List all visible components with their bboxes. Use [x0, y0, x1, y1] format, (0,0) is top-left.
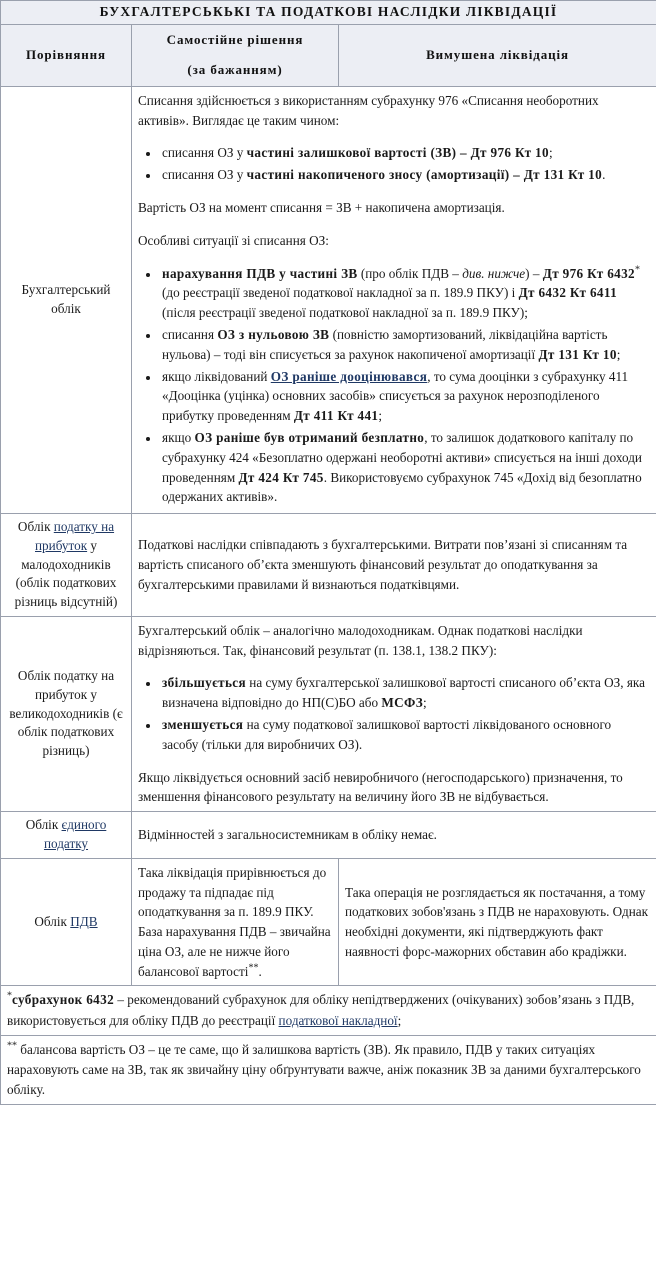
bullet-text: . Використовуємо субрахунок 745 «Дохід від безоплатно одержаних активів».: [162, 469, 642, 505]
row-label-text: у малодоходників (облік податкових різниць відсутній): [14, 537, 118, 610]
bullet-bold: Дт 411 Кт 441: [293, 408, 379, 424]
profit-tax-large-bullets: [138, 673, 650, 754]
bullet-pre: списання ОЗ у: [162, 167, 247, 183]
link-profit-tax[interactable]: податку на прибуток: [35, 519, 115, 553]
footnote-text: – рекомендований субрахунок для обліку непідтверджених (очікуваних) зобов’язань з ПДВ, використовується для обліку ПДВ до реєстрації: [7, 992, 635, 1028]
bullet-bold: ОЗ раніше був отриманий безплатно: [194, 430, 425, 445]
row-label-single-tax: [1, 812, 132, 858]
link-revaluation[interactable]: ОЗ раніше дооцінювався: [270, 368, 428, 384]
list-item: [160, 325, 650, 365]
bullet-bold: Дт 424 Кт 745: [238, 469, 324, 485]
bullet-bold: зменшується: [162, 717, 244, 733]
table-title-row: [1, 1, 656, 25]
bullet-bold: Дт 131 Кт 10: [538, 346, 617, 362]
footnote-marker-ref: *: [634, 264, 640, 276]
table-row: [1, 616, 656, 811]
table-row: [1, 86, 656, 513]
bullet-text: на суму податкової залишкової вартості ліквідованого основного засобу (тільки для виробничих ОЗ).: [162, 717, 612, 752]
bullet-text: (до реєстрації зведеної податкової накладної за п. 189.9 ПКУ) і: [162, 285, 519, 301]
bullet-text: якщо: [162, 430, 195, 445]
profit-tax-large-intro: Бухгалтерський облік – аналогічно малодоходникам. Однак податкові наслідки відрізняються. Так, фінансовий результат (п. 138.1, 138.2 ПКУ):: [138, 622, 583, 658]
bullet-text: (після реєстрації зведеної податкової накладної за п. 189.9 ПКУ);: [162, 305, 528, 321]
footnote-marker: *: [7, 991, 12, 1003]
row-label-text: Облік податку на прибуток у великодоходників (є облік податкових різниць): [9, 668, 123, 759]
vat-voluntary-text: [138, 863, 332, 982]
header-forced-label: Вимушена ліквідація: [426, 46, 569, 62]
bullet-bold: Дт 976 Кт 6432: [542, 265, 635, 281]
row-content-profit-tax-small: [132, 514, 656, 617]
row-label-text: Облік: [34, 913, 71, 929]
row-label-text: Облік: [25, 817, 62, 833]
footnote-1: [1, 986, 656, 1035]
footnote-text: ;: [397, 1012, 402, 1028]
bullet-bold: Дт 6432 Кт 6411: [518, 285, 618, 301]
vat-voluntary-main: Така ліквідація прирівнюється до продажу та підпадає під оподаткування за п. 189.9 ПКУ. База нарахування ПДВ – звичайна ціна ОЗ, але не нижче його балансової вартості: [138, 864, 331, 979]
header-voluntary: [132, 24, 339, 86]
link-tax-invoice[interactable]: податкової накладної: [278, 1012, 398, 1028]
table-row: [1, 812, 656, 858]
profit-tax-small-text: Податкові наслідки співпадають з бухгалтерськими. Витрати пов’язані зі списанням та вартість списаного об’єкта зменшують фінансовий результат до оподаткування за бухгалтерськими правилами й визнаються податківцями.: [138, 537, 628, 592]
accounting-bullets-1: [138, 143, 650, 185]
row-content-vat-voluntary: [132, 858, 339, 986]
bullet-post: ;: [548, 145, 553, 161]
list-item: [160, 715, 650, 755]
bullet-text: ) –: [525, 265, 543, 281]
footnote-marker: **: [7, 1040, 17, 1052]
row-label-profit-tax-small: [1, 514, 132, 617]
bullet-text: списання: [162, 327, 218, 343]
accounting-bullets-2: [138, 264, 650, 508]
table-title-cell: [1, 1, 656, 25]
bullet-text: ;: [423, 695, 427, 711]
row-label-text: Бухгалтерський облік: [21, 282, 111, 317]
header-comparison: [1, 24, 132, 86]
bullet-text: ;: [616, 346, 621, 362]
vat-forced-text: Така операція не розглядається як постачання, а тому податкових зобов'язань з ПДВ не нараховують. Однак необхідні документи, які підтверджують факт наявності форс-мажорних обставин або крадіжки.: [345, 884, 649, 959]
bullet-post: .: [602, 167, 606, 183]
row-content-vat-forced: [339, 858, 656, 986]
header-forced: [339, 24, 656, 86]
footnote-2: [1, 1035, 656, 1104]
row-label-profit-tax-large: [1, 616, 132, 811]
footnote-text: балансова вартість ОЗ – це те саме, що й залишкова вартість (ЗВ). Як правило, ПДВ у таких ситуаціях нараховують саме на ЗВ, так як звичайну ціну обґрунтувати важче, аніж показник ЗВ за даними бухгалтерського обліку.: [7, 1041, 641, 1097]
bullet-bold: МСФЗ: [381, 695, 424, 711]
list-item: [160, 673, 650, 713]
bullet-italic: див. нижче: [462, 265, 526, 281]
bullet-bold: ОЗ з нульовою ЗВ: [217, 327, 330, 343]
bullet-text: , то сума дооцінки з субрахунку 411 «Дооцінка (уцінка) основних засобів» списується за рахунок нерозподіленого прибутку проведенням: [162, 368, 629, 424]
header-voluntary-line1: Самостійне рішення: [166, 31, 304, 47]
accounting-special-intro: Особливі ситуації зі списання ОЗ:: [138, 232, 329, 248]
row-content-single-tax: [132, 812, 656, 858]
bullet-bold: нарахування ПДВ у частині ЗВ: [162, 265, 358, 281]
bullet-text: на суму бухгалтерської залишкової вартості списаного об’єкта ОЗ, яка визначена відповідно до НП(С)БО або: [162, 675, 645, 711]
list-item: [160, 367, 650, 426]
bullet-text: (про облік ПДВ –: [357, 265, 463, 281]
bullet-bold: частині залишкової вартості (ЗВ) – Дт 976 Кт 10: [246, 145, 549, 161]
bullet-text: , то залишок додаткового капіталу по субрахунку 424 «Безоплатно одержані необоротні активи» списується на інші доходи проведенням: [162, 430, 642, 485]
footnote-bold: субрахунок 6432: [12, 992, 115, 1008]
row-label-text: Облік: [17, 519, 54, 535]
list-item: [160, 143, 650, 163]
row-label-vat: [1, 858, 132, 986]
header-voluntary-line2: (за бажанням): [187, 62, 283, 78]
list-item: [160, 264, 650, 323]
row-content-profit-tax-large: [132, 616, 656, 811]
row-content-accounting: [132, 86, 656, 513]
row-label-accounting: [1, 86, 132, 513]
bullet-text: (повністю замортизований, ліквідаційна вартість нульова) – тоді він списується за рахунок накопиченої амортизації: [162, 327, 608, 362]
footnote-row: [1, 986, 656, 1035]
bullet-pre: списання ОЗ у: [162, 145, 247, 161]
profit-tax-large-outro: Якщо ліквідується основний засіб невиробничого (негосподарського) призначення, то зменшення фінансового результату на величину його ЗВ не відбувається.: [138, 769, 623, 805]
bullet-bold: збільшується: [162, 675, 246, 691]
table-header-row: [1, 24, 656, 86]
table-row: [1, 514, 656, 617]
table-row: [1, 858, 656, 986]
footnote-marker-ref: **: [248, 962, 259, 974]
accounting-intro: Списання здійснюється з використанням субрахунку 976 «Списання необоротних активів». Виглядає це таким чином:: [138, 92, 599, 128]
bullet-text: ;: [378, 408, 383, 424]
vat-voluntary-end: .: [258, 963, 262, 979]
link-single-tax[interactable]: єдиного податку: [43, 817, 107, 851]
header-comparison-label: Порівняння: [25, 46, 106, 62]
list-item: [160, 165, 650, 185]
list-item: [160, 428, 650, 507]
link-vat[interactable]: ПДВ: [70, 913, 98, 929]
footnote-row: [1, 1035, 656, 1104]
bullet-text: якщо ліквідований: [162, 368, 271, 384]
bullet-bold: частині накопиченого зносу (амортизації) – Дт 131 Кт 10: [246, 167, 603, 183]
page-title: БУХГАЛТЕРСЬКЬКІ ТА ПОДАТКОВІ НАСЛІДКИ ЛІКВІДАЦІЇ: [99, 4, 558, 19]
single-tax-text: Відмінностей з загальносистемникам в обліку немає.: [138, 827, 437, 843]
accounting-formula: Вартість ОЗ на момент списання = ЗВ + накопичена амортизація.: [138, 200, 505, 216]
